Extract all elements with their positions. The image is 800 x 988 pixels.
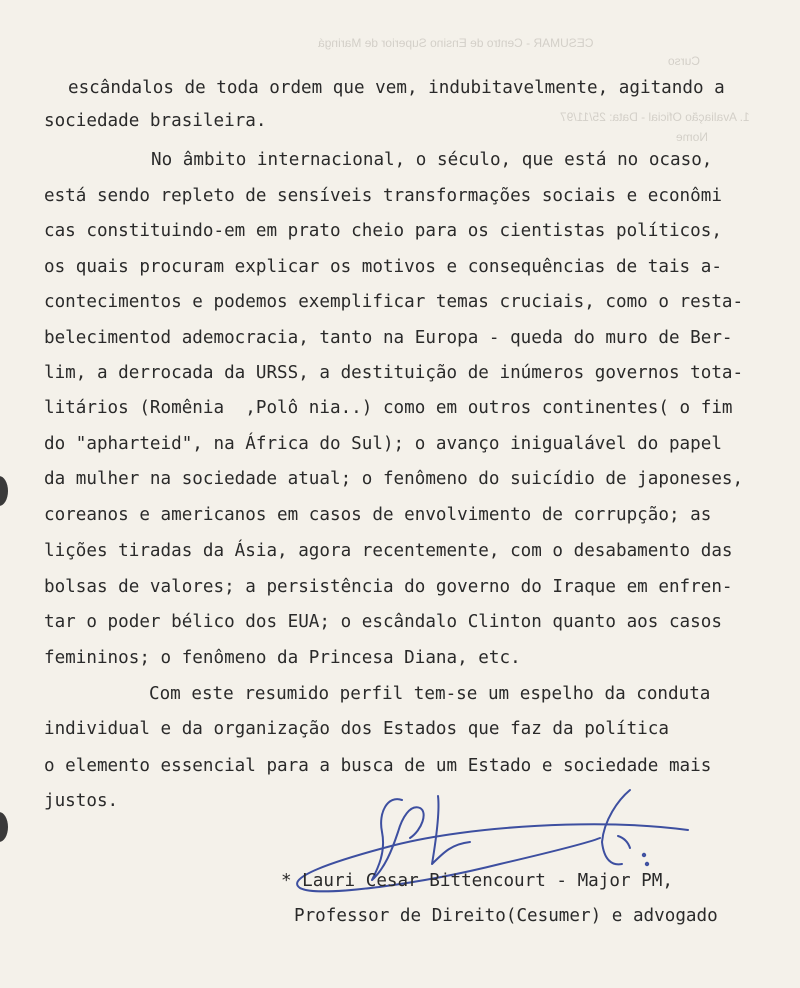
text-line: Com este resumido perfil tem-se um espelho da conduta xyxy=(149,684,711,704)
text-line: os quais procuram explicar os motivos e consequências de tais a- xyxy=(44,257,722,277)
show-through-line-2: Curso xyxy=(668,54,701,68)
text-line: sociedade brasileira. xyxy=(44,111,267,131)
text-line: lições tiradas da Ásia, agora recentemente, com o desabamento das xyxy=(44,541,733,561)
text-line: coreanos e americanos em casos de envolvimento de corrupção; as xyxy=(44,505,712,525)
text-line: justos. xyxy=(44,791,119,811)
text-line: está sendo repleto de sensíveis transformações sociais e econômi xyxy=(44,186,722,206)
text-line: individual e da organização dos Estados que faz da política xyxy=(44,719,669,739)
text-line: escândalos de toda ordem que vem, indubitavelmente, agitando a xyxy=(68,78,725,98)
text-line: contecimentos e podemos exemplificar temas cruciais, como o resta- xyxy=(44,292,744,312)
text-line: do "apharteid", na África do Sul); o avanço inigualável do papel xyxy=(44,434,722,454)
text-line: tar o poder bélico dos EUA; o escândalo Clinton quanto aos casos xyxy=(44,612,722,632)
text-line: bolsas de valores; a persistência do governo do Iraque em enfren- xyxy=(44,577,733,597)
text-line: belecimentod ademocracia, tanto na Europa - queda do muro de Ber- xyxy=(44,328,733,348)
text-line: lim, a derrocada da URSS, a destituição de inúmeros governos tota- xyxy=(44,363,744,383)
text-line: No âmbito internacional, o século, que está no ocaso, xyxy=(151,150,713,170)
signature-author-line: * Lauri Cesar Bittencourt - Major PM, xyxy=(281,871,673,891)
show-through-line-4: Nome xyxy=(676,130,709,144)
signature-title-line: Professor de Direito(Cesumer) e advogado xyxy=(294,906,718,926)
text-line: da mulher na sociedade atual; o fenômeno do suicídio de japoneses, xyxy=(44,469,744,489)
text-line: o elemento essencial para a busca de um Estado e sociedade mais xyxy=(44,756,712,776)
show-through-line-1: CESUMAR - Centro de Ensino Superior de Maringá xyxy=(318,36,594,50)
text-line: cas constituindo-em em prato cheio para os cientistas políticos, xyxy=(44,221,722,241)
text-line: litários (Romênia ,Polô nia..) como em outros continentes( o fim xyxy=(44,398,733,418)
text-line: femininos; o fenômeno da Princesa Diana, etc. xyxy=(44,648,521,668)
show-through-line-3: 1. Avaliação Oficial - Data: 25/11/97 xyxy=(560,110,750,124)
